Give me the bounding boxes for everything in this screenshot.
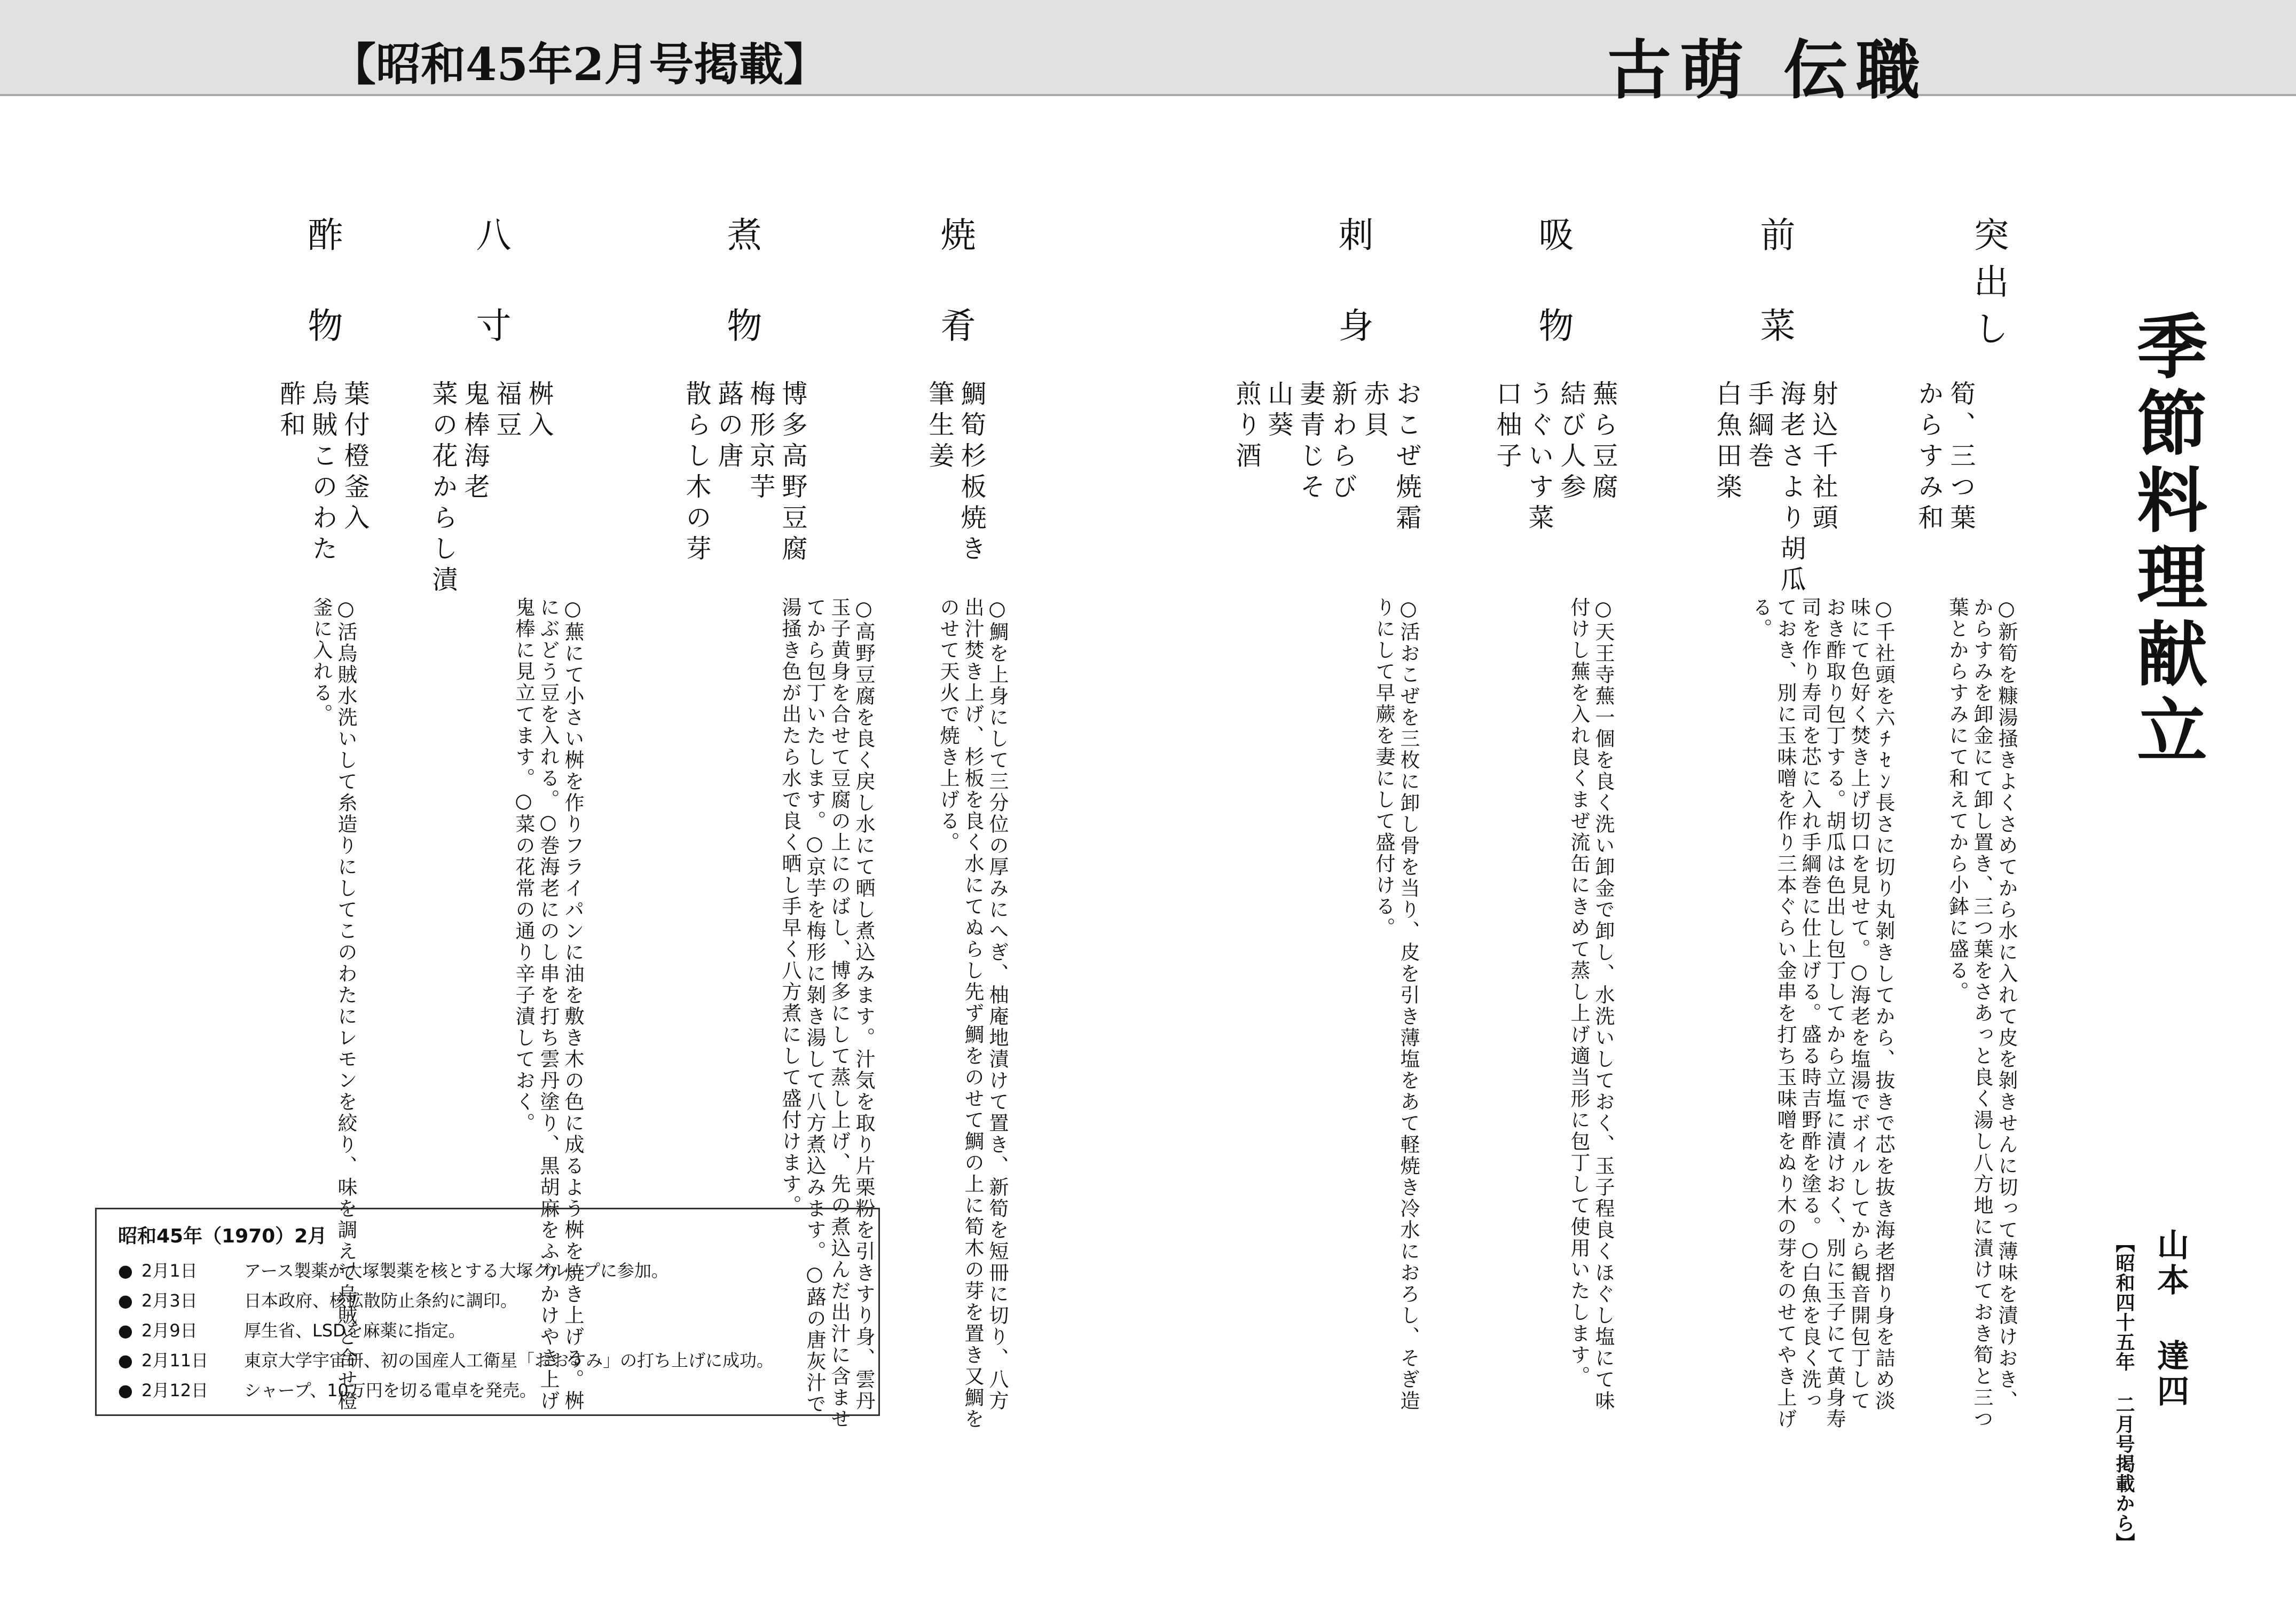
course-item: 蕗の唐 (713, 380, 743, 473)
course-heading: 八寸 (470, 216, 511, 398)
bullet-icon: ● (118, 1261, 133, 1281)
course-item: 口柚子 (1492, 380, 1522, 473)
course-item: 菜の花からし漬 (428, 380, 458, 597)
timeline-event: 日本政府、核拡散防止条約に調印。 (244, 1290, 518, 1311)
course-heading: 前菜 (1754, 216, 1795, 398)
course-item: 酢和 (276, 380, 305, 442)
course-item: 白魚田楽 (1712, 380, 1742, 504)
timeline-event: シャープ、10万円を切る電卓を発売。 (244, 1380, 537, 1400)
course-note: ○千社頭を六ﾁｾﾝ長さに切り丸剝きしてから、抜きで芯を抜き海老摺り身を詰め淡味にて色好く焚き上げ切口を見せて。○海老を塩湯でボイルしてから観音開包丁しておき酢取り包丁する。胡瓜は色出し包丁してから立塩に漬けおく、別に玉子にて黄身寿司を作り寿司を芯に入れ手綱巻に仕上げる。盛る時吉野酢を塗る。○白魚を良く洗っておき、別に玉味噌を作り三本ぐらい金串を打ち玉味噌をぬり木の芽をのせてやき上げる。 (1749, 597, 1895, 1430)
course-item: 結び人参 (1556, 380, 1586, 504)
course-item: 蕪ら豆腐 (1588, 380, 1618, 504)
timeline-row (118, 1347, 774, 1372)
timeline-event: アース製薬が大塚製薬を核とする大塚グループに参加。 (244, 1261, 669, 1281)
course-heading: 刺身 (1332, 216, 1373, 398)
timeline-row (118, 1257, 669, 1282)
course-item: 鬼棒海老 (460, 380, 490, 504)
course-item: からすみ和 (1914, 380, 1944, 535)
bullet-icon: ● (118, 1290, 133, 1311)
course-note: ○鯛を上身にして三分位の厚みにへぎ、柚庵地漬けて置き、新筍を短冊に切り、八方出汁焚き上げ、杉板を良く水にてぬらし先ず鯛をのせて鯛の上に筍木の芽を置き又鯛をのせて天火で焼き上げる。 (937, 597, 1009, 1430)
timeline-date: 2月11日 (141, 1350, 209, 1371)
course-item: 赤貝 (1359, 380, 1389, 442)
course-item: 烏賊このわた (308, 380, 337, 566)
timeline-box (95, 1208, 880, 1416)
course-item: 博多高野豆腐 (777, 380, 807, 566)
bullet-icon: ● (118, 1380, 133, 1400)
course-heading: 突出し (1968, 216, 2009, 357)
bullet-icon: ● (118, 1320, 133, 1341)
course-note: ○天王寺蕪一個を良く洗い卸金で卸し、水洗いしておく、玉子程良くほぐし塩にて味付けし蕪を入れ良くまぜ流缶にきめて蒸し上げ適当形に包丁して使用いたします。 (1567, 597, 1615, 1412)
course-item: うぐいす菜 (1524, 380, 1554, 535)
author-name: 山本 達四 (2152, 1228, 2189, 1410)
course-item: 福豆 (492, 380, 522, 442)
course-item: 海老さより胡瓜 (1776, 380, 1806, 597)
course-item: 筍、三つ葉 (1946, 380, 1976, 535)
course-note: ○活おこぜを三枚に卸し骨を当り、皮を引き薄塩をあて軽焼き冷水におろし、そぎ造りにして早蕨を妻にして盛付ける。 (1372, 597, 1420, 1412)
timeline-event: 東京大学宇宙研、初の国産人工衛星「おおすみ」の打ち上げに成功。 (244, 1350, 774, 1371)
timeline-date: 2月3日 (141, 1290, 198, 1311)
course-heading: 煮物 (721, 216, 762, 398)
timeline-row (118, 1317, 466, 1342)
course-note: ○蕪にて小さい桝を作りフライパンに油を敷き木の色に成るよう桝を焼き上げる。桝にぶどう豆を入れる。○巻海老にのし串を打ち雲丹塗り、黒胡麻をふりかけやき上げ鬼棒に見立てます。○菜の花常の通り辛子漬しておく。 (512, 597, 584, 1412)
course-note: ○活烏賊水洗いして糸造りにしてこのわたにレモンを絞り、味を調えて烏賊と合せ橙釜に入れる。 (310, 597, 357, 1412)
timeline-date: 2月12日 (141, 1380, 209, 1400)
page-title: 季節料理献立 (2125, 310, 2207, 771)
course-item: 手綱巻 (1744, 380, 1774, 473)
course-item: 山葵 (1263, 380, 1293, 442)
timeline-row (118, 1287, 517, 1312)
course-heading: 焼肴 (934, 216, 976, 398)
brand-logo: 古萌 伝職 (1607, 33, 1929, 108)
course-heading: 酢物 (302, 216, 343, 398)
course-item: 射込千社頭 (1808, 380, 1838, 535)
course-item: 桝入 (524, 380, 554, 442)
course-note: ○新筍を糠湯掻きよくさめてから水に入れて皮を剝きせんに切って薄味を漬けおき、からすみを卸金にて卸し置き、三つ葉をさあっと良く湯し八方地に漬けておき筍と三つ葉とからすみにて和えてから小鉢に盛る。 (1946, 597, 2018, 1430)
timeline-event: 厚生省、LSDを麻薬に指定。 (244, 1320, 466, 1341)
timeline-date: 2月9日 (141, 1320, 198, 1341)
course-heading: 吸物 (1532, 216, 1574, 398)
course-item: 筆生姜 (924, 380, 954, 473)
course-item: 葉付橙釜入 (340, 380, 369, 535)
issue-tag: 【昭和45年2月号掲載】 (331, 38, 829, 91)
course-item: 妻青じそ (1295, 380, 1325, 504)
course-note: ○高野豆腐を良く戻し水にて晒し煮込みます。汁気を取り片栗粉を引きすり身、雲丹玉子黄身を合せて豆腐の上にのばし、博多にして蒸し上げ、先の煮込んだ出汁に含ませてから包丁いたします。○京芋を梅形に剝き湯して八方煮込みます。○蕗の唐灰汁で湯掻き色が出たら水で良く晒し手早く八方煮にして盛付けます。 (779, 597, 875, 1430)
header-bar (0, 0, 2296, 108)
timeline-title: 昭和45年（1970）2月 (118, 1225, 327, 1247)
course-item: 梅形京芋 (745, 380, 775, 504)
course-item: 散らし木の芽 (681, 380, 711, 566)
course-item: 煎り酒 (1231, 380, 1261, 473)
course-item: 新わらび (1327, 380, 1357, 504)
timeline-row (118, 1377, 537, 1402)
timeline-date: 2月1日 (141, 1261, 198, 1281)
course-item: おこぜ焼霜 (1391, 380, 1421, 535)
source-tag: 【昭和四十五年 二月号掲載から】 (2113, 1233, 2135, 1553)
course-item: 鯛筍杉板焼き (956, 380, 986, 566)
bullet-icon: ● (118, 1350, 133, 1371)
